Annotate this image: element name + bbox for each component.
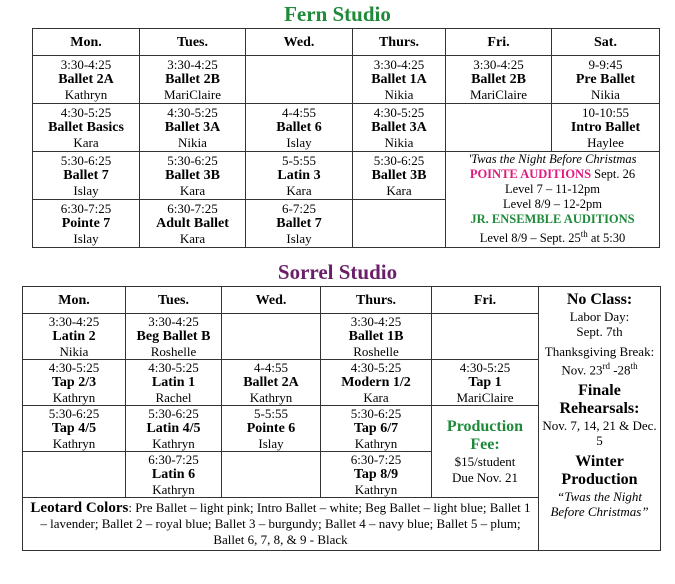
class-teacher: Kara — [363, 390, 389, 405]
class-time: 3:30-4:25 — [60, 57, 112, 72]
class-teacher: Kathryn — [354, 436, 398, 451]
class-cell — [126, 406, 222, 452]
class-name: Ballet 6 — [276, 120, 322, 135]
class-name: Tap 6/7 — [353, 421, 399, 436]
winter-production-show: “Twas the Night Before Christmas” — [550, 489, 649, 520]
class-name: Latin 3 — [277, 168, 321, 183]
class-time: 10-10:55 — [582, 105, 629, 120]
class-time: 4:30-5:25 — [48, 360, 100, 375]
no-class-heading: No Class: — [566, 291, 633, 308]
class-name: Ballet 2A — [243, 375, 299, 390]
leotard-colors-text: : Pre Ballet – light pink; Intro Ballet – white; Beg Ballet – light blue; Ballet 1 – lavender; Ballet 2 – royal blue; Ballet 3 – burgundy; Ballet 4 – navy blue; Ballet 5 – plum; Ballet 6, 7, 8, & 9 - Black — [40, 500, 531, 547]
class-time: 3:30-4:25 — [373, 57, 425, 72]
empty-cell — [246, 56, 353, 104]
class-name: Latin 2 — [52, 329, 96, 344]
empty-cell — [432, 314, 539, 360]
class-name: Pointe 7 — [61, 216, 111, 231]
class-time: 5-5:55 — [282, 153, 316, 168]
day-header: Thurs. — [321, 287, 432, 314]
class-cell — [23, 406, 126, 452]
class-cell — [353, 104, 446, 152]
class-time: 6:30-7:25 — [167, 201, 218, 216]
class-time: 4:30-5:25 — [459, 360, 511, 375]
class-cell — [140, 56, 246, 104]
sorrel-header-row — [23, 287, 661, 314]
class-cell — [432, 360, 539, 406]
class-time: 5:30-6:25 — [167, 153, 218, 168]
class-teacher: Kathryn — [52, 390, 96, 405]
class-teacher: Nikia — [591, 87, 620, 102]
class-time: 5:30-6:25 — [60, 153, 112, 168]
class-name: Tap 8/9 — [353, 467, 399, 482]
class-teacher: MariClaire — [163, 87, 222, 102]
class-teacher: MariClaire — [469, 87, 528, 102]
class-time: 5-5:55 — [254, 406, 288, 421]
class-cell — [246, 200, 353, 248]
class-cell — [126, 452, 222, 498]
class-name: Tap 2/3 — [51, 375, 97, 390]
class-teacher: Islay — [73, 183, 99, 198]
class-time: 4:30-5:25 — [60, 105, 112, 120]
labor-day-label: Labor Day: — [569, 309, 630, 324]
thanks-date-b: -28 — [609, 362, 631, 378]
class-name: Tap 1 — [468, 375, 502, 390]
class-cell — [321, 314, 432, 360]
day-header: Wed. — [222, 287, 321, 314]
class-time: 6:30-7:25 — [350, 452, 402, 467]
class-teacher: Islay — [73, 231, 99, 246]
day-header: Fri. — [446, 29, 552, 56]
class-cell — [552, 56, 660, 104]
class-cell — [126, 360, 222, 406]
class-name: Ballet 7 — [276, 216, 322, 231]
class-cell — [140, 152, 246, 200]
production-fee-price: $15/student — [454, 453, 516, 469]
level89-time: Level 8/9 – 12-2pm — [503, 197, 602, 212]
class-name: Pointe 6 — [246, 421, 296, 436]
class-name: Intro Ballet — [570, 120, 641, 135]
class-cell — [33, 200, 140, 248]
class-name: Modern 1/2 — [341, 375, 411, 390]
class-teacher: Nikia — [59, 344, 89, 359]
class-teacher: Roshelle — [353, 344, 399, 359]
class-name: Ballet 2B — [165, 72, 220, 87]
class-cell — [33, 56, 140, 104]
day-header: Mon. — [23, 287, 126, 314]
day-header: Tues. — [140, 29, 246, 56]
class-teacher: Nikia — [384, 87, 414, 102]
class-teacher: Kara — [73, 135, 99, 150]
class-teacher: Rachel — [155, 390, 192, 405]
class-cell — [23, 360, 126, 406]
class-name: Ballet 2B — [471, 72, 526, 87]
empty-cell — [222, 452, 321, 498]
class-teacher: Kathryn — [52, 436, 96, 451]
class-time: 6:30-7:25 — [148, 452, 199, 467]
pointe-auditions-line — [448, 167, 657, 182]
leotard-colors-label: Leotard Colors — [30, 500, 129, 516]
class-name: Tap 4/5 — [51, 421, 97, 436]
jr-sup: th — [580, 229, 588, 240]
finale-dates: Nov. 7, 14, 21 & Dec. 5 — [542, 418, 657, 449]
class-time: 4-4:55 — [254, 360, 288, 375]
class-time: 4:30-5:25 — [148, 360, 199, 375]
class-teacher: Islay — [286, 231, 312, 246]
class-name: Ballet 3B — [165, 168, 220, 183]
class-cell — [246, 104, 353, 152]
day-header: Fri. — [432, 287, 539, 314]
labor-day-date: Sept. 7th — [576, 324, 623, 339]
day-header: Wed. — [246, 29, 353, 56]
empty-cell — [446, 104, 552, 152]
fern-studio-title: Fern Studio — [284, 2, 391, 26]
class-cell — [126, 314, 222, 360]
class-time: 5:30-6:25 — [48, 406, 100, 421]
sorrel-schedule-table — [22, 286, 661, 551]
class-name: Pre Ballet — [575, 72, 636, 87]
thanks-sup-b: th — [630, 361, 638, 371]
class-name: Ballet 1A — [371, 72, 427, 87]
class-name: Latin 4/5 — [146, 421, 201, 436]
class-name: Latin 1 — [151, 375, 196, 390]
class-teacher: Kathryn — [152, 436, 195, 451]
class-name: Latin 6 — [151, 467, 196, 482]
leotard-colors — [23, 498, 539, 551]
class-cell — [321, 360, 432, 406]
level7-time: Level 7 – 11-12pm — [504, 182, 600, 197]
production-fee-due: Due Nov. 21 — [452, 469, 518, 485]
class-cell — [321, 406, 432, 452]
class-cell — [140, 104, 246, 152]
class-time: 5:30-6:25 — [350, 406, 402, 421]
sidebar-notices — [539, 287, 661, 551]
class-time: 6:30-7:25 — [60, 201, 112, 216]
jr-level: Level 8/9 – Sept. 25 — [479, 231, 581, 246]
class-name: Ballet 2A — [58, 72, 114, 87]
pointe-auditions-label: POINTE AUDITIONS — [469, 167, 592, 182]
class-cell — [140, 200, 246, 248]
empty-cell — [222, 314, 321, 360]
production-fee — [432, 406, 539, 498]
class-teacher: Kara — [386, 183, 412, 198]
finale-heading: Finale Rehearsals: — [559, 382, 640, 418]
class-teacher: Kara — [286, 183, 312, 198]
class-teacher: Kathryn — [64, 87, 108, 102]
class-cell — [33, 152, 140, 200]
class-teacher: Nikia — [384, 135, 414, 150]
class-time: 3:30-4:25 — [473, 57, 524, 72]
class-time: 4:30-5:25 — [373, 105, 425, 120]
day-header: Thurs. — [353, 29, 446, 56]
class-teacher: Islay — [286, 135, 312, 150]
jr-ensemble-auditions-label: JR. ENSEMBLE AUDITIONS — [470, 212, 635, 227]
thanksgiving-dates — [541, 359, 658, 377]
jr-time: at 5:30 — [587, 231, 626, 246]
class-time: 3:30-4:25 — [167, 57, 218, 72]
class-cell — [246, 152, 353, 200]
auditions-show-title: 'Twas the Night Before Christmas — [468, 152, 637, 167]
class-name: Ballet 3A — [164, 120, 221, 135]
class-time: 9-9:45 — [588, 57, 623, 72]
class-teacher: Kathryn — [249, 390, 293, 405]
day-header: Sat. — [552, 29, 660, 56]
class-teacher: Kathryn — [354, 482, 398, 497]
class-teacher: Kara — [179, 183, 206, 198]
fern-row-2 — [33, 104, 660, 152]
jr-ensemble-line — [448, 227, 657, 246]
sorrel-studio-title: Sorrel Studio — [277, 260, 398, 284]
class-time: 5:30-6:25 — [373, 153, 425, 168]
class-name: Ballet 1B — [348, 329, 404, 344]
empty-cell — [23, 452, 126, 498]
class-cell — [353, 56, 446, 104]
fern-row-1 — [33, 56, 660, 104]
class-name: Ballet 3B — [371, 168, 427, 183]
day-header: Mon. — [33, 29, 140, 56]
class-name: Ballet Basics — [48, 120, 124, 135]
class-time: 4:30-5:25 — [167, 105, 218, 120]
auditions-notice — [446, 152, 660, 248]
thanks-sup-a: rd — [602, 361, 610, 371]
class-cell — [222, 360, 321, 406]
class-cell — [552, 104, 660, 152]
class-time: 3:30-4:25 — [148, 314, 199, 329]
class-time: 5:30-6:25 — [148, 406, 199, 421]
class-cell — [321, 452, 432, 498]
class-teacher: Nikia — [178, 135, 207, 150]
class-name: Beg Ballet B — [136, 329, 211, 344]
day-header: Tues. — [126, 287, 222, 314]
class-teacher: MariClaire — [456, 390, 514, 405]
class-name: Adult Ballet — [156, 216, 229, 231]
class-teacher: Islay — [258, 436, 284, 451]
empty-cell — [353, 200, 446, 248]
class-teacher: Kara — [179, 231, 206, 246]
thanksgiving-label: Thanksgiving Break: — [544, 344, 655, 359]
class-time: 3:30-4:25 — [350, 314, 402, 329]
pointe-auditions-date: Sept. 26 — [591, 167, 636, 182]
class-time: 3:30-4:25 — [48, 314, 100, 329]
class-cell — [353, 152, 446, 200]
class-cell — [222, 406, 321, 452]
fern-row-3 — [33, 152, 660, 200]
class-teacher: Haylee — [587, 135, 624, 150]
winter-production-heading: Winter Production — [561, 453, 638, 489]
class-time: 4-4:55 — [282, 105, 316, 120]
fern-header-row — [33, 29, 660, 56]
class-cell — [23, 314, 126, 360]
production-fee-heading: Production Fee: — [446, 417, 524, 453]
class-teacher: Kathryn — [152, 482, 195, 497]
class-cell — [446, 56, 552, 104]
class-name: Ballet 3A — [371, 120, 427, 135]
class-cell — [33, 104, 140, 152]
class-time: 6-7:25 — [282, 201, 316, 216]
class-name: Ballet 7 — [63, 168, 109, 183]
thanks-date-a: Nov. 23 — [561, 362, 603, 378]
class-teacher: Roshelle — [150, 344, 197, 359]
fern-schedule-table — [32, 28, 660, 248]
class-time: 4:30-5:25 — [350, 360, 402, 375]
